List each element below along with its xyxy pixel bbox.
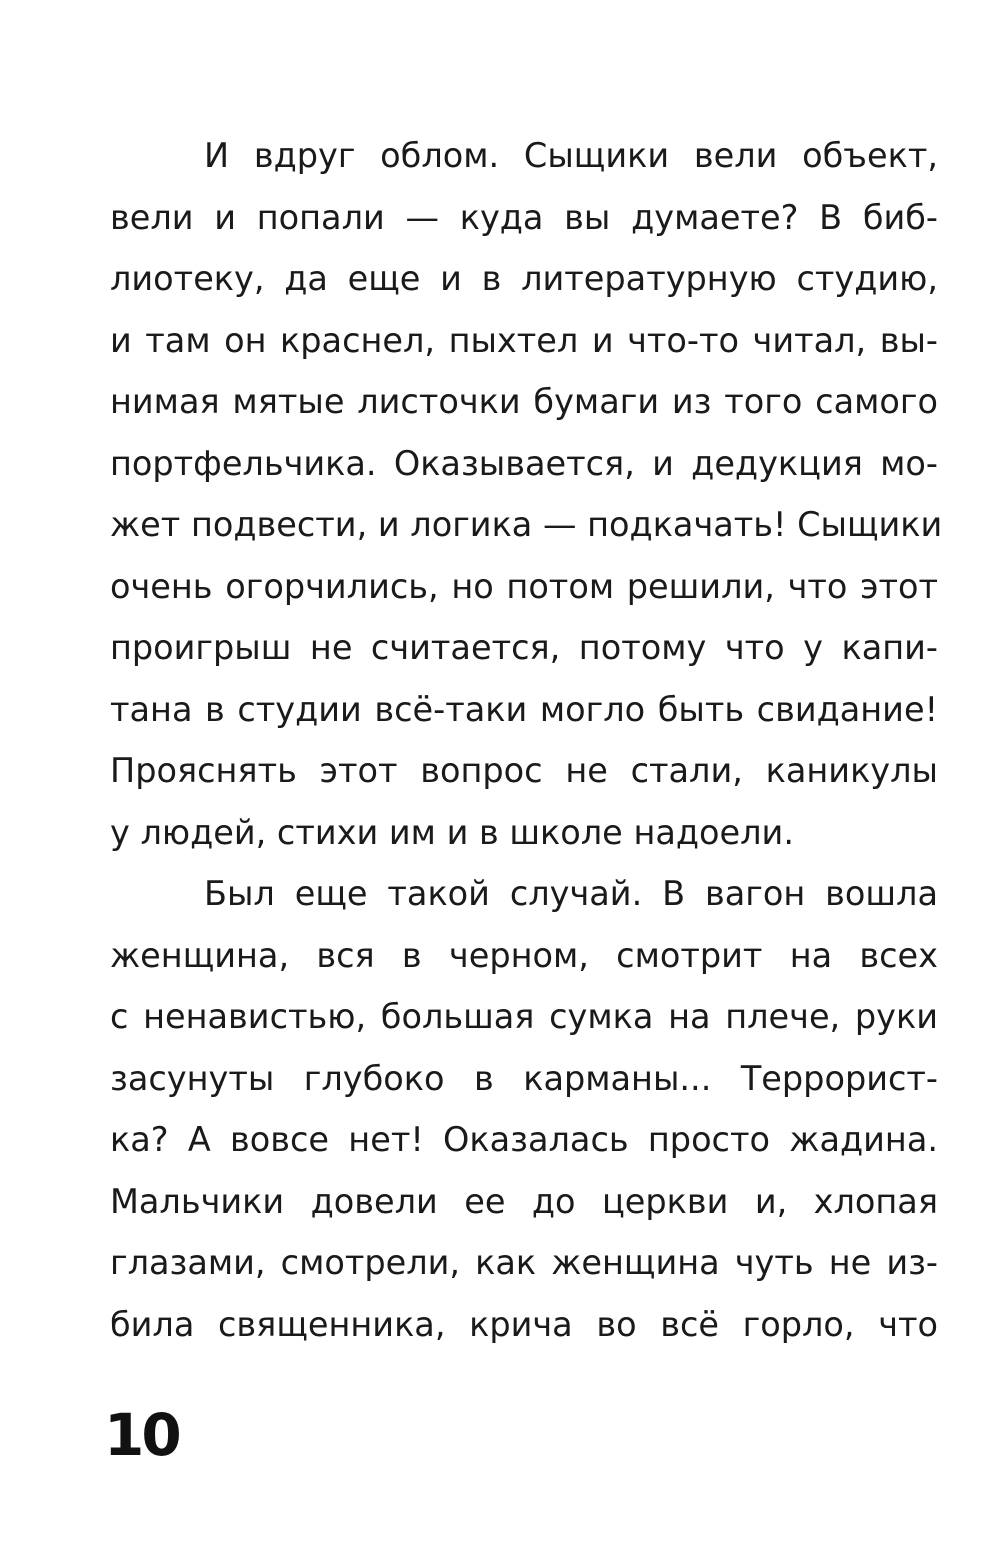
page-number: 10 [104,1401,179,1469]
text-line: и там он краснел, пыхтел и что-то читал, вы- [110,320,938,360]
text-line: Был еще такой случай. В вагон вошла [204,874,938,913]
text-line: женщина, вся в черном, смотрит на всех [110,935,938,975]
text-line: очень огорчились, но потом решили, что этот [110,566,938,606]
text-line: Мальчики довели ее до церкви и, хлопая [110,1181,938,1221]
text-line: Прояснять этот вопрос не стали, каникулы [110,751,938,790]
text-line: вели и попали — куда вы думаете? В биб- [110,197,938,237]
text-line: ка? А вовсе нет! Оказалась просто жадина. [110,1120,938,1159]
text-line: лиотеку, да еще и в литературную студию, [110,259,938,298]
text-line: жет подвести, и логика — подкачать! Сыщики [110,505,943,544]
text-line: глазами, смотрели, как женщина чуть не из- [110,1243,938,1282]
text-line: засунуты глубоко в карманы... Террорист- [110,1058,938,1098]
text-line: нимая мятые листочки бумаги из того самого [110,382,938,421]
text-line: портфельчика. Оказывается, и дедукция мо- [110,443,938,483]
text-line: проигрыш не считается, потому что у капи- [110,628,938,667]
text-line: И вдруг облом. Сыщики вели объект, [204,136,938,175]
text-line: тана в студии всё-таки могло быть свидание! [110,689,938,729]
text-line: у людей, стихи им и в школе надоели. [110,812,794,852]
text-line: с ненавистью, большая сумка на плече, руки [110,997,938,1036]
body-text [110,125,943,1355]
text-line: била священника, крича во всё горло, что [110,1304,938,1344]
